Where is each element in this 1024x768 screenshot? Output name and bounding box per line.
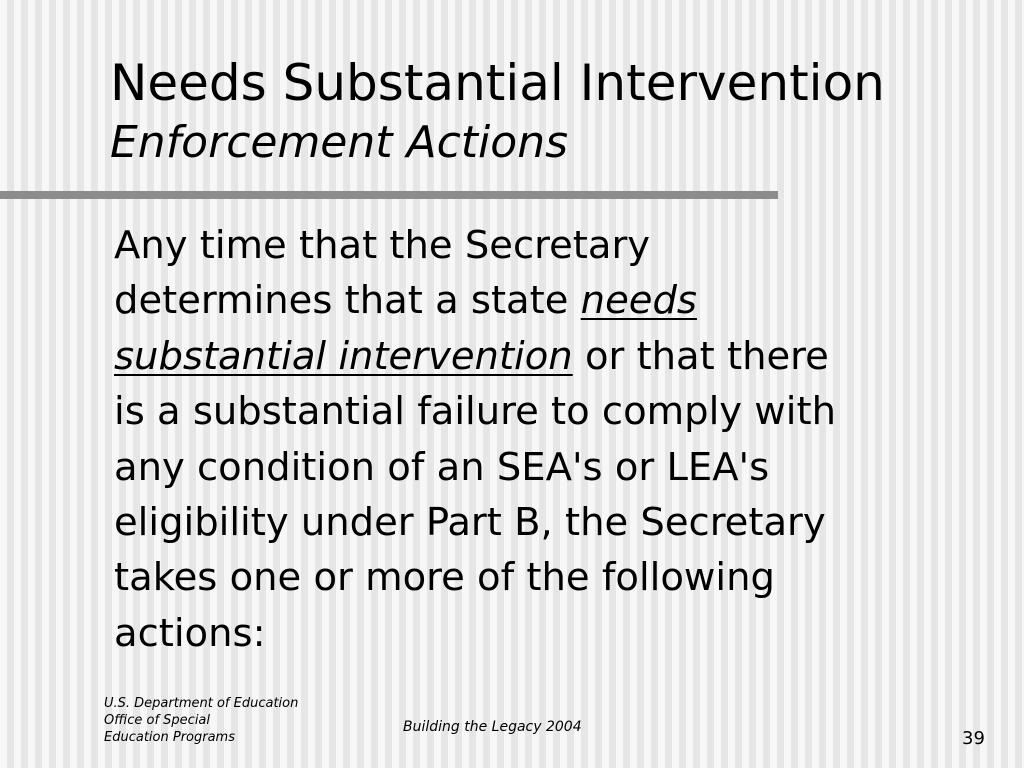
footer-org-line-1: U.S. Department of Education <box>104 696 299 711</box>
body-line-2: determines that a state <box>114 278 581 324</box>
body-paragraph <box>114 218 994 661</box>
body-line-6: eligibility under Part B, the Secretary <box>114 500 826 546</box>
page-number: 39 <box>962 728 985 749</box>
body-line-1: Any time that the Secretary <box>114 223 651 268</box>
title-divider <box>0 191 778 199</box>
slide-title <box>110 52 1010 172</box>
body-line-8: actions: <box>114 610 266 656</box>
body-line-5: any condition of an SEA's or LEA's <box>114 444 770 490</box>
body-line-4: is a substantial failure to comply with <box>114 389 836 435</box>
footer-org-line-2: Office of Special <box>104 713 211 728</box>
emphasis-needs: needs <box>580 278 697 324</box>
title-subtitle: Enforcement Actions <box>110 117 569 168</box>
footer-center-text: Building the Legacy 2004 <box>403 719 582 735</box>
title-main: Needs Substantial Intervention <box>110 54 885 112</box>
body-line-3-rest: or that there <box>572 333 829 379</box>
emphasis-substantial-intervention: substantial intervention <box>114 333 573 379</box>
footer-organization <box>104 695 298 746</box>
footer-org-line-3: Education Programs <box>104 730 235 745</box>
body-line-7: takes one or more of the following <box>114 555 775 601</box>
